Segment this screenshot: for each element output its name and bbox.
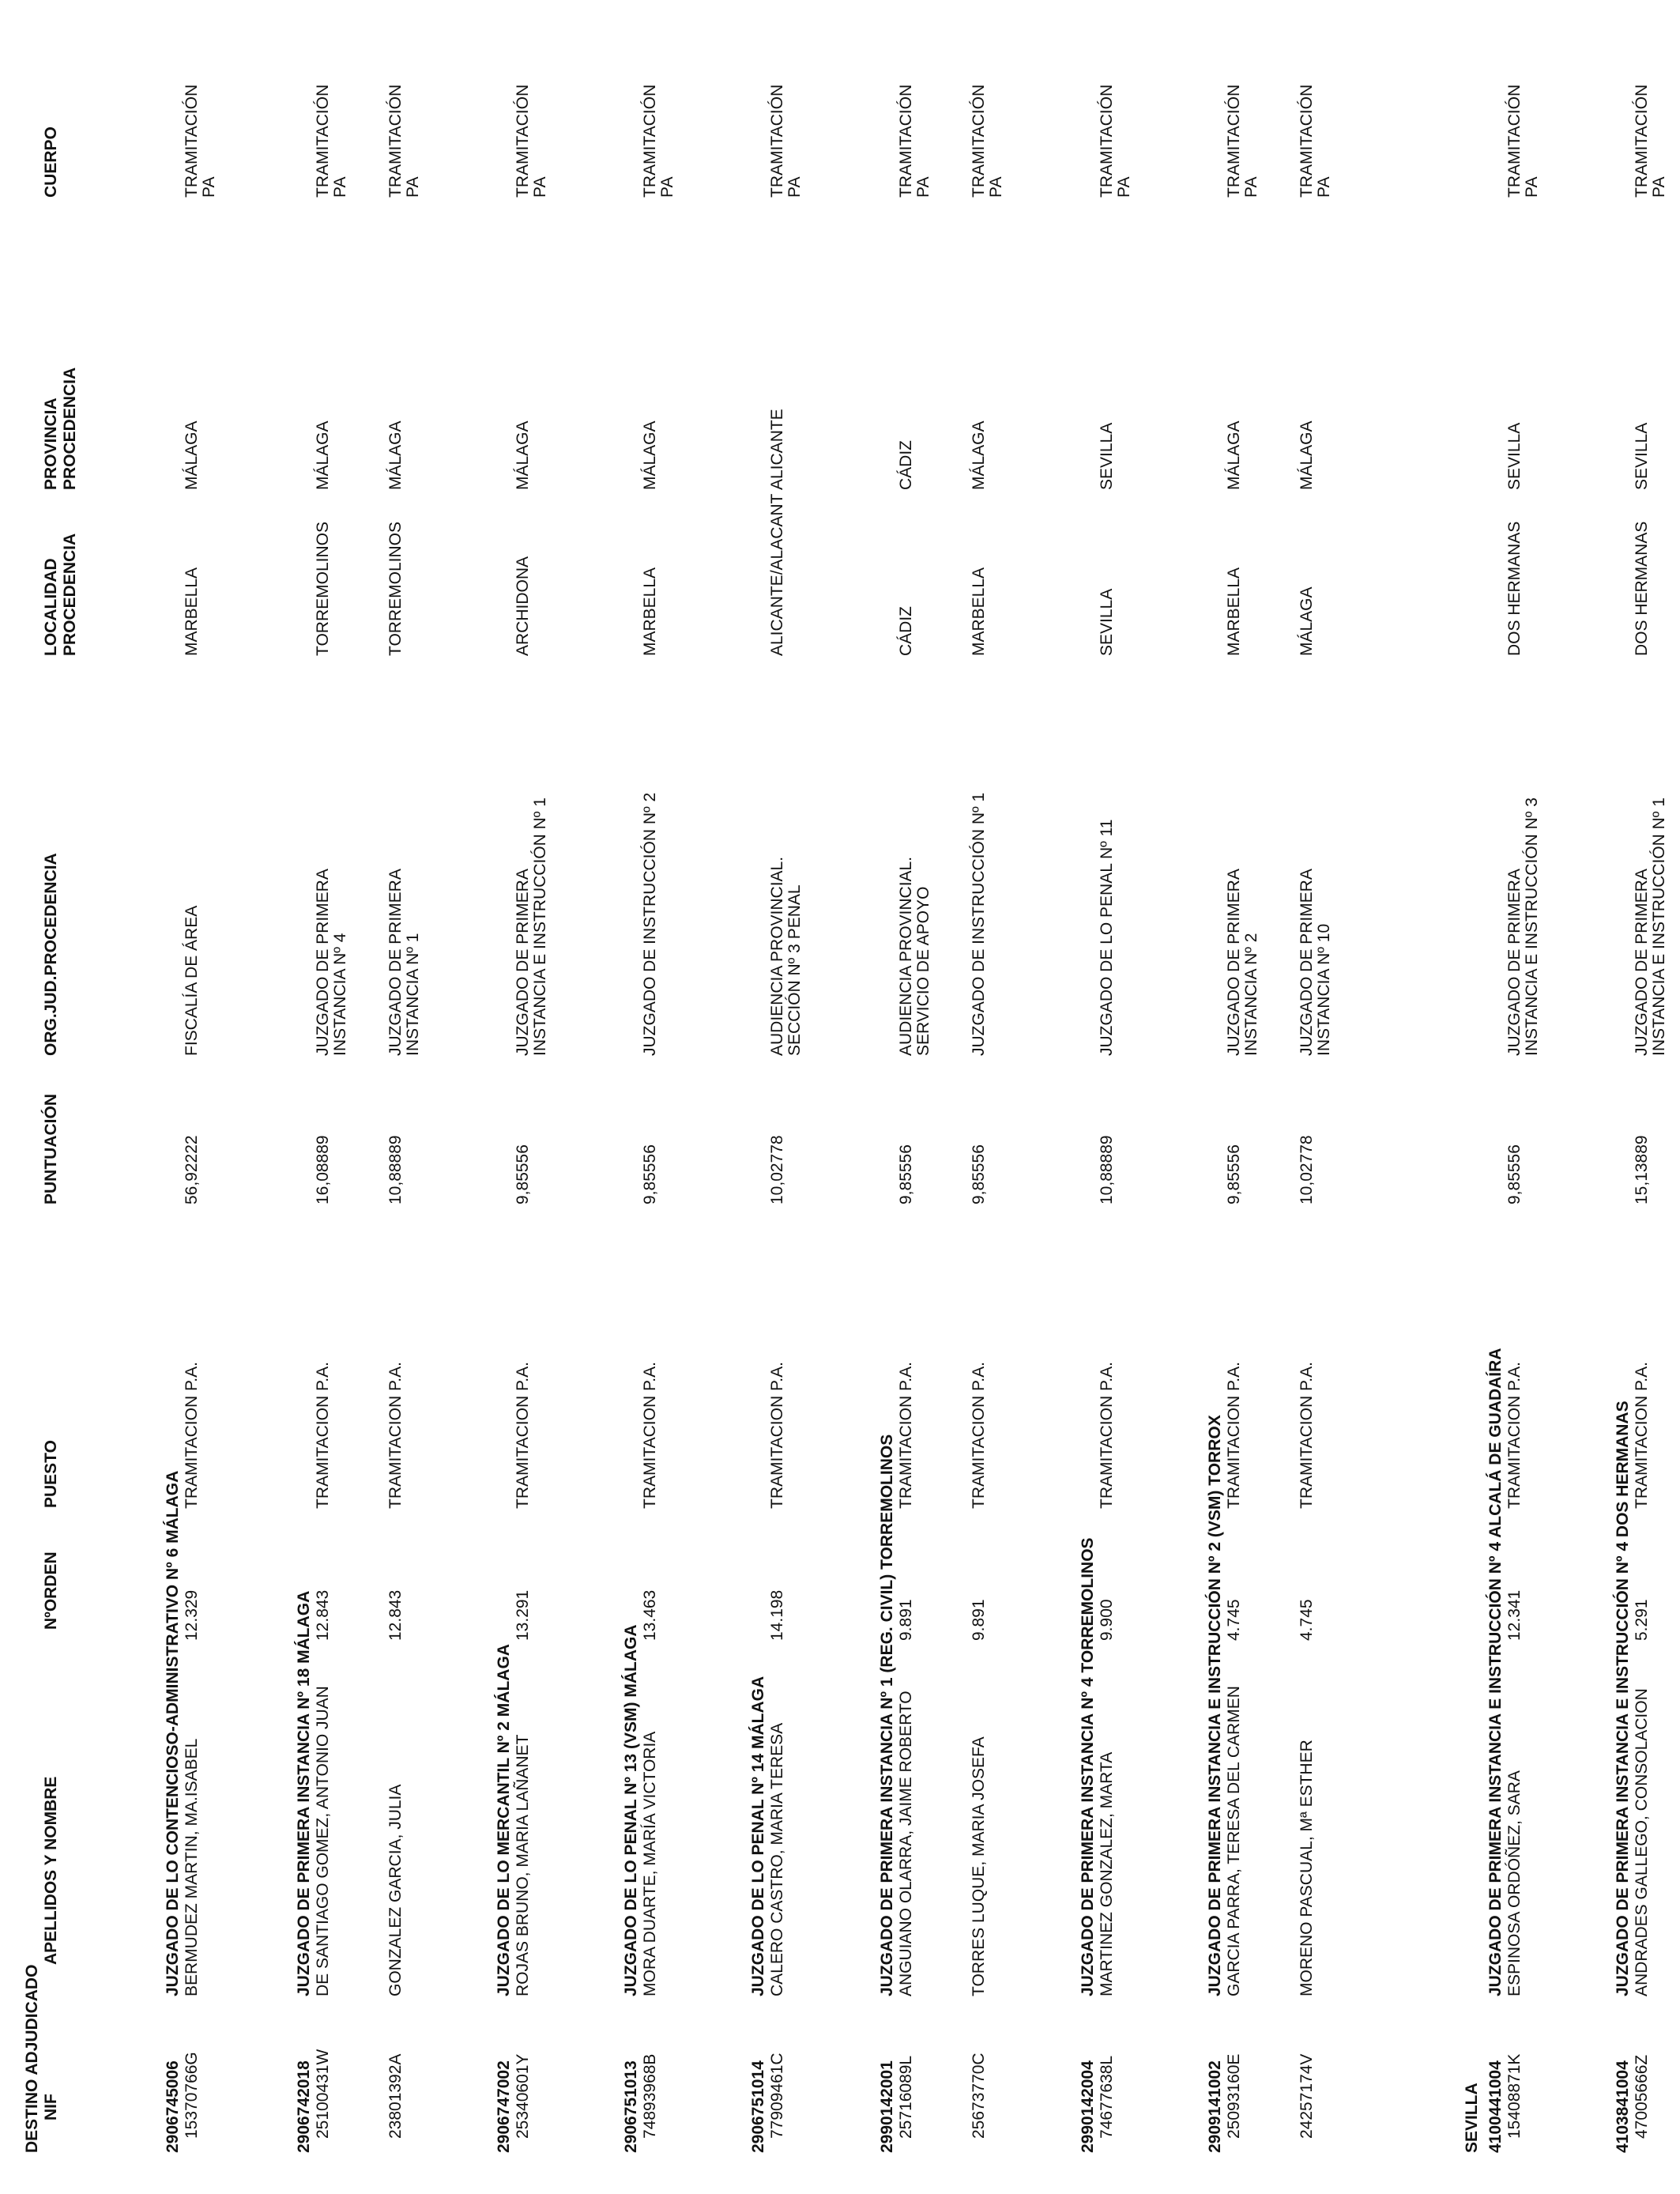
- cuerpo-cell-line: PA: [1523, 176, 1541, 198]
- puesto-cell: TRAMITACION P.A.: [1298, 1362, 1316, 1509]
- nif-cell: 25100431W: [314, 2049, 332, 2139]
- destino-code: 2906747002: [495, 2060, 513, 2153]
- organo-cell-line: JUZGADO DE PRIMERA: [514, 869, 532, 1056]
- localidad-cell: MÁLAGA: [1298, 586, 1316, 656]
- cuerpo-cell-line: TRAMITACIÓN: [1225, 84, 1243, 198]
- header-localidad-2: PROCEDENCIA: [61, 533, 79, 656]
- header-provincia-2: PROCEDENCIA: [61, 367, 79, 490]
- cuerpo-cell-line: TRAMITACIÓN: [1298, 84, 1316, 198]
- name-cell: MARTINEZ GONZALEZ, MARTA: [1098, 1751, 1116, 1996]
- localidad-cell: DOS HERMANAS: [1633, 521, 1651, 656]
- organo-cell-line: SECCIÓN Nº 3 PENAL: [785, 884, 804, 1056]
- cuerpo-cell-line: TRAMITACIÓN: [641, 84, 659, 198]
- cuerpo-cell-line: TRAMITACIÓN: [970, 84, 988, 198]
- destino-code: 2906751014: [749, 2060, 767, 2153]
- nif-cell: 74893968B: [641, 2053, 659, 2139]
- cuerpo-cell-line: TRAMITACIÓN: [1505, 84, 1524, 198]
- organo-cell-line: INSTANCIA Nº 4: [331, 933, 349, 1056]
- provincia-cell: MÁLAGA: [514, 420, 532, 490]
- puesto-cell: TRAMITACION P.A.: [1225, 1362, 1243, 1509]
- puesto-cell: TRAMITACION P.A.: [1098, 1362, 1116, 1509]
- name-cell: TORRES LUQUE, MARIA JOSEFA: [970, 1736, 988, 1996]
- organo-cell-line: INSTANCIA Nº 10: [1315, 923, 1333, 1056]
- organo-cell-line: JUZGADO DE INSTRUCCIÓN Nº 1: [970, 792, 988, 1056]
- puesto-cell: TRAMITACION P.A.: [768, 1362, 786, 1509]
- cuerpo-cell-line: PA: [1315, 176, 1333, 198]
- puesto-cell: TRAMITACION P.A.: [314, 1362, 332, 1509]
- destino-code: 2906742018: [295, 2060, 313, 2153]
- puntuacion-cell: 16,08889: [314, 1135, 332, 1204]
- puesto-cell: TRAMITACION P.A.: [183, 1362, 201, 1509]
- name-cell: CALERO CASTRO, MARIA TERESA: [768, 1722, 786, 1996]
- cuerpo-cell-line: PA: [914, 176, 932, 198]
- name-cell: GONZALEZ GARCIA, JULIA: [386, 1784, 405, 1996]
- destino-name: JUZGADO DE PRIMERA INSTANCIA E INSTRUCCIÓN Nº 4 DOS HERMANAS: [1614, 1400, 1632, 1996]
- header-localidad-1: LOCALIDAD: [42, 558, 60, 656]
- header-orden: NºORDEN: [42, 1551, 60, 1630]
- orden-cell: 12.341: [1505, 1589, 1524, 1641]
- organo-cell-line: JUZGADO DE LO PENAL Nº 11: [1098, 819, 1116, 1056]
- provincia-cell: MÁLAGA: [314, 420, 332, 490]
- orden-cell: 9.891: [970, 1599, 988, 1641]
- orden-cell: 12.843: [386, 1589, 405, 1641]
- nif-cell: 23801392A: [386, 2053, 405, 2139]
- puntuacion-cell: 9,85556: [1505, 1144, 1524, 1204]
- puesto-cell: TRAMITACION P.A.: [386, 1362, 405, 1509]
- name-cell: ESPINOSA ORDÓÑEZ, SARA: [1505, 1770, 1524, 1996]
- destino-code: 2906745006: [164, 2060, 182, 2153]
- cuerpo-cell-line: TRAMITACIÓN: [768, 84, 786, 198]
- nif-cell: 25093160E: [1225, 2053, 1243, 2139]
- provincia-cell: SEVILLA: [1505, 422, 1524, 490]
- header-nif: NIF: [42, 2094, 60, 2120]
- name-cell: DE SANTIAGO GOMEZ, ANTONIO JUAN: [314, 1686, 332, 1996]
- organo-cell-line: INSTANCIA Nº 2: [1242, 933, 1260, 1056]
- destino-code: 2906751013: [622, 2060, 640, 2153]
- organo-cell-line: FISCALÍA DE ÁREA: [183, 905, 201, 1056]
- header-provincia-1: PROVINCIA: [42, 398, 60, 490]
- localidad-cell: MARBELLA: [183, 567, 201, 656]
- name-cell: ROJAS BRUNO, MARIA LAÑANET: [514, 1734, 532, 1996]
- puntuacion-cell: 9,85556: [1225, 1144, 1243, 1204]
- provincia-cell: MÁLAGA: [970, 420, 988, 490]
- destino-code: 4100441004: [1486, 2060, 1505, 2153]
- orden-cell: 9.900: [1098, 1599, 1116, 1641]
- cuerpo-cell-line: TRAMITACIÓN: [1633, 84, 1651, 198]
- organo-cell-line: INSTANCIA Nº 1: [404, 933, 422, 1056]
- name-cell: BERMUDEZ MARTIN, MA.ISABEL: [183, 1738, 201, 1996]
- puntuacion-cell: 9,85556: [970, 1144, 988, 1204]
- destino-name: JUZGADO DE LO PENAL Nº 13 (VSM) MÁLAGA: [622, 1624, 640, 1996]
- puntuacion-cell: 9,85556: [641, 1144, 659, 1204]
- nif-cell: 47005666Z: [1633, 2054, 1651, 2139]
- cuerpo-cell-line: PA: [1242, 176, 1260, 198]
- cuerpo-cell-line: TRAMITACIÓN: [183, 84, 201, 198]
- provincia-cell: CÁDIZ: [897, 440, 915, 490]
- name-cell: MORA DUARTE, MARÍA VICTORIA: [641, 1731, 659, 1996]
- localidad-cell: TORREMOLINOS: [386, 522, 405, 656]
- destino-code: 2990142001: [878, 2060, 896, 2153]
- cuerpo-cell-line: PA: [1650, 176, 1668, 198]
- localidad-cell: DOS HERMANAS: [1505, 521, 1524, 656]
- destino-name: JUZGADO DE PRIMERA INSTANCIA Nº 4 TORREMOLINOS: [1079, 1537, 1097, 1996]
- destino-name: JUZGADO DE LO MERCANTIL Nº 2 MÁLAGA: [495, 1644, 513, 1996]
- puntuacion-cell: 9,85556: [514, 1144, 532, 1204]
- organo-cell-line: JUZGADO DE INSTRUCCIÓN Nº 2: [641, 792, 659, 1056]
- header-puesto: PUESTO: [42, 1440, 60, 1508]
- nif-cell: 15370766G: [183, 2052, 201, 2139]
- nif-cell: 24257174V: [1298, 2053, 1316, 2139]
- destino-code: 2990142004: [1079, 2060, 1097, 2153]
- puesto-cell: TRAMITACION P.A.: [1633, 1362, 1651, 1509]
- localidad-cell: ARCHIDONA: [514, 556, 532, 656]
- destino-code: 4103841004: [1614, 2060, 1632, 2153]
- puntuacion-cell: 10,88889: [1098, 1135, 1116, 1204]
- orden-cell: 12.843: [314, 1589, 332, 1641]
- organo-cell-line: SERVICIO DE APOYO: [914, 886, 932, 1056]
- puntuacion-cell: 10,02778: [1298, 1135, 1316, 1204]
- provincia-cell: SEVILLA: [1633, 422, 1651, 490]
- name-cell: ANGUIANO OLARRA, JAIME ROBERTO: [897, 1691, 915, 1996]
- destino-name: JUZGADO DE LO PENAL Nº 14 MÁLAGA: [749, 1676, 767, 1996]
- localidad-cell: MARBELLA: [1225, 567, 1243, 656]
- organo-cell-line: INSTANCIA E INSTRUCCIÓN Nº 1: [1650, 797, 1668, 1056]
- cuerpo-cell-line: PA: [785, 176, 804, 198]
- nif-cell: 77909461C: [768, 2053, 786, 2139]
- puntuacion-cell: 10,88889: [386, 1135, 405, 1204]
- localidad-cell: MARBELLA: [641, 567, 659, 656]
- provincia-cell: ALICANTE: [768, 409, 786, 490]
- header-puntuacion: PUNTUACIÓN: [42, 1094, 60, 1204]
- cuerpo-cell-line: TRAMITACIÓN: [386, 84, 405, 198]
- cuerpo-cell-line: PA: [658, 176, 676, 198]
- destino-name: JUZGADO DE PRIMERA INSTANCIA Nº 18 MÁLAGA: [295, 1590, 313, 1996]
- orden-cell: 9.891: [897, 1599, 915, 1641]
- cuerpo-cell-line: TRAMITACIÓN: [1098, 84, 1116, 198]
- puesto-cell: TRAMITACION P.A.: [897, 1362, 915, 1509]
- puesto-cell: TRAMITACION P.A.: [970, 1362, 988, 1509]
- localidad-cell: MARBELLA: [970, 567, 988, 656]
- cuerpo-cell-line: PA: [404, 176, 422, 198]
- puesto-cell: TRAMITACION P.A.: [1505, 1362, 1524, 1509]
- cuerpo-cell-line: PA: [200, 176, 218, 198]
- cuerpo-cell-line: PA: [331, 176, 349, 198]
- cuerpo-cell-line: TRAMITACIÓN: [514, 84, 532, 198]
- organo-cell-line: AUDIENCIA PROVINCIAL.: [768, 856, 786, 1056]
- cuerpo-cell-line: TRAMITACIÓN: [897, 84, 915, 198]
- orden-cell: 4.745: [1225, 1599, 1243, 1641]
- header-cuerpo: CUERPO: [42, 126, 60, 198]
- destino-name: JUZGADO DE PRIMERA INSTANCIA Nº 1 (REG. CIVIL) TORREMOLINOS: [878, 1434, 896, 1996]
- orden-cell: 12.329: [183, 1589, 201, 1641]
- puntuacion-cell: 9,85556: [897, 1144, 915, 1204]
- puntuacion-cell: 56,92222: [183, 1135, 201, 1204]
- organo-cell-line: INSTANCIA E INSTRUCCIÓN Nº 1: [531, 797, 549, 1056]
- cuerpo-cell-line: PA: [987, 176, 1005, 198]
- provincia-cell: MÁLAGA: [1298, 420, 1316, 490]
- nif-cell: 15408871K: [1505, 2053, 1524, 2139]
- cuerpo-cell-line: TRAMITACIÓN: [314, 84, 332, 198]
- cuerpo-cell-line: PA: [1115, 176, 1133, 198]
- localidad-cell: ALICANTE/ALACANT: [768, 493, 786, 656]
- destino-name: JUZGADO DE LO CONTENCIOSO-ADMINISTRATIVO Nº 6 MÁLAGA: [164, 1470, 182, 1996]
- puntuacion-cell: 15,13889: [1633, 1135, 1651, 1204]
- provincia-cell: MÁLAGA: [641, 420, 659, 490]
- organo-cell-line: JUZGADO DE PRIMERA: [1298, 869, 1316, 1056]
- puesto-cell: TRAMITACION P.A.: [514, 1362, 532, 1509]
- cuerpo-cell-line: PA: [531, 176, 549, 198]
- provincia-cell: SEVILLA: [1098, 422, 1116, 490]
- organo-cell-line: JUZGADO DE PRIMERA: [1505, 869, 1524, 1056]
- nif-cell: 25673770C: [970, 2053, 988, 2139]
- provincia-cell: MÁLAGA: [386, 420, 405, 490]
- organo-cell-line: JUZGADO DE PRIMERA: [1225, 869, 1243, 1056]
- nif-cell: 74677638L: [1098, 2055, 1116, 2139]
- destino-name: JUZGADO DE PRIMERA INSTANCIA E INSTRUCCIÓN Nº 2 (VSM) TORROX: [1206, 1415, 1224, 1996]
- orden-cell: 4.745: [1298, 1599, 1316, 1641]
- province-heading: SEVILLA: [1463, 2083, 1481, 2153]
- orden-cell: 13.463: [641, 1589, 659, 1641]
- orden-cell: 5.291: [1633, 1599, 1651, 1641]
- organo-cell-line: JUZGADO DE PRIMERA: [314, 869, 332, 1056]
- provincia-cell: MÁLAGA: [1225, 420, 1243, 490]
- organo-cell-line: INSTANCIA E INSTRUCCIÓN Nº 3: [1523, 797, 1541, 1056]
- organo-cell-line: JUZGADO DE PRIMERA: [1633, 869, 1651, 1056]
- name-cell: ANDRADES GALLEGO, CONSOLACION: [1633, 1688, 1651, 1996]
- header-organo: ORG.JUD.PROCEDENCIA: [42, 853, 60, 1056]
- localidad-cell: CÁDIZ: [897, 606, 915, 656]
- organo-cell-line: AUDIENCIA PROVINCIAL.: [897, 856, 915, 1056]
- destino-code: 2909141002: [1206, 2060, 1224, 2153]
- name-cell: GARCIA PARRA, TERESA DEL CARMEN: [1225, 1686, 1243, 1996]
- nif-cell: 25716089L: [897, 2055, 915, 2139]
- name-cell: MORENO PASCUAL, Mª ESTHER: [1298, 1740, 1316, 1996]
- orden-cell: 14.198: [768, 1589, 786, 1641]
- organo-cell-line: JUZGADO DE PRIMERA: [386, 869, 405, 1056]
- destino-name: JUZGADO DE PRIMERA INSTANCIA E INSTRUCCIÓN Nº 4 ALCALÁ DE GUADAÍRA: [1486, 1348, 1505, 1996]
- localidad-cell: TORREMOLINOS: [314, 522, 332, 656]
- localidad-cell: SEVILLA: [1098, 588, 1116, 656]
- puntuacion-cell: 10,02778: [768, 1135, 786, 1204]
- header-nombre: APELLIDOS Y NOMBRE: [42, 1776, 60, 1965]
- provincia-cell: MÁLAGA: [183, 420, 201, 490]
- puesto-cell: TRAMITACION P.A.: [641, 1362, 659, 1509]
- section-title: DESTINO ADJUDICADO: [23, 1964, 41, 2153]
- nif-cell: 25340601Y: [514, 2053, 532, 2139]
- orden-cell: 13.291: [514, 1589, 532, 1641]
